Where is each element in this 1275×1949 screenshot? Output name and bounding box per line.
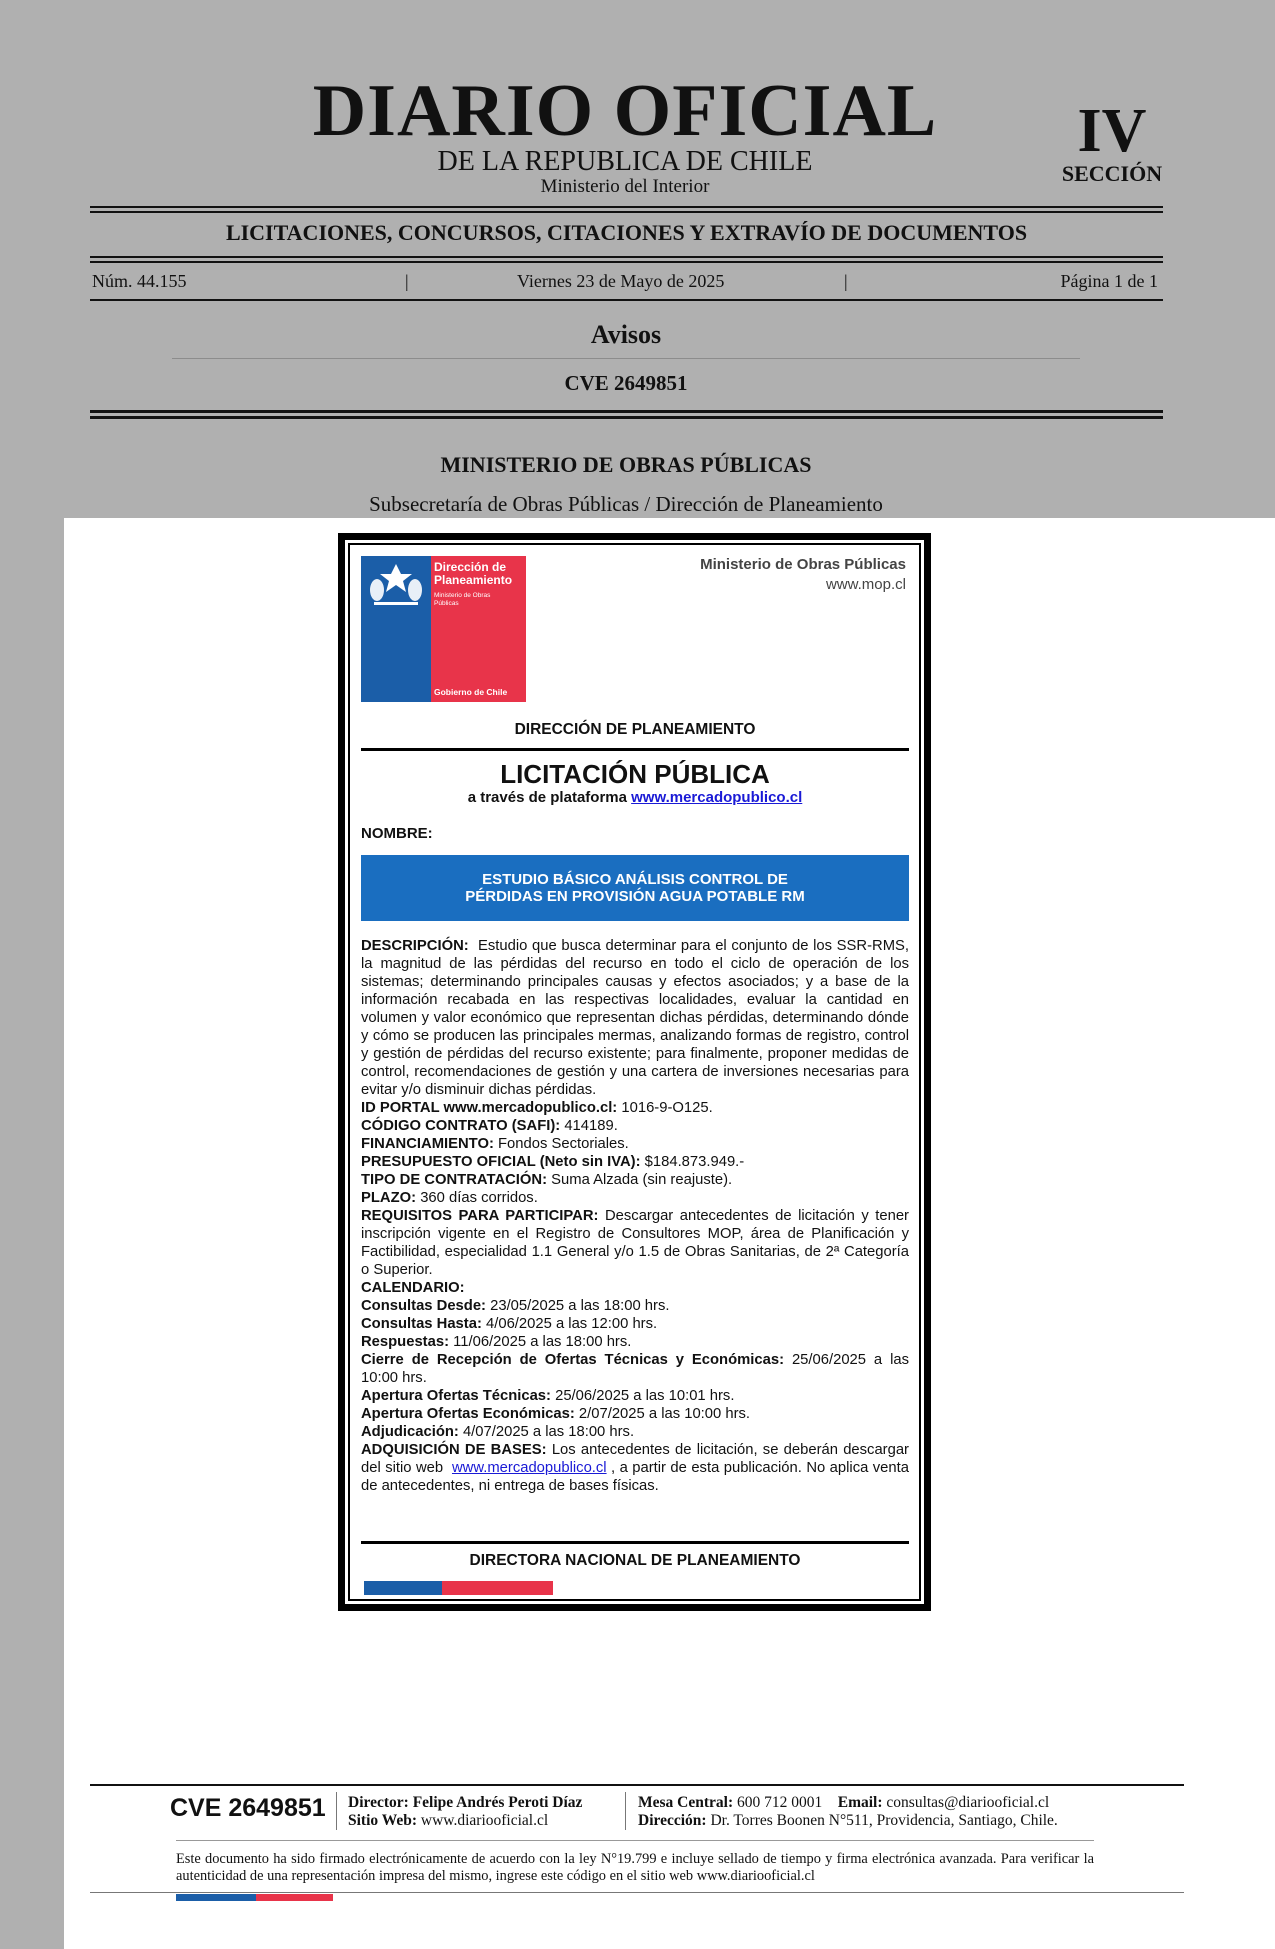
mop-website: www.mop.cl [825,576,906,593]
calendar-item: Consultas Desde: 23/05/2025 a las 18:00 hrs. [361,1298,670,1314]
mercadopublico-link[interactable]: www.mercadopublico.cl [631,789,803,806]
calendario-label: CALENDARIO: [361,1280,465,1296]
footer-director-block [348,1794,582,1830]
footer-flag-strip-red [256,1894,333,1901]
footer-phone-email: Mesa Central: 600 712 0001 Email: consultas@diariooficial.cl [638,1794,1050,1811]
mercadopublico-link[interactable]: www.mercadopublico.cl [451,1460,607,1476]
header-rule [90,256,1163,258]
calendar-item: Apertura Ofertas Técnicas: 25/06/2025 a las 10:01 hrs. [361,1388,735,1404]
cve-code: CVE 2649851 [564,371,688,395]
header-rule [90,261,1163,263]
issue-number: Núm. 44.155 [92,271,187,291]
category-rule [172,358,1080,359]
id-portal-line: ID PORTAL www.mercadopublico.cl: 1016-9-O125. [361,1100,713,1116]
requisitos-paragraph: REQUISITOS PARA PARTICIPAR: Descargar antecedentes de licitación y tener inscripción vigente en el Registro de Consultores MOP, área de Planificación y Factibilidad, especialidad 1.1 General y/o 1.5 de Obras Sanitarias, de 2ª Categoría o Superior. [361,1208,909,1278]
calendar-item: Consultas Hasta: 4/06/2025 a las 12:00 hrs. [361,1316,658,1332]
notice-department: DIRECCIÓN DE PLANEAMIENTO [514,721,756,738]
calendar-item: Cierre de Recepción de Ofertas Técnicas y Económicas: 25/06/2025 a las 10:00 hrs. [361,1352,909,1386]
notice-flag-strip-blue [364,1581,442,1595]
issue-date: Viernes 23 de Mayo de 2025 [517,271,725,291]
calendar-item: Respuestas: 11/06/2025 a las 18:00 hrs. [361,1334,632,1350]
notice-platform-line: a través de plataforma www.mercadopublico.cl [467,789,803,806]
footer-website: Sitio Web: www.diariooficial.cl [348,1812,549,1829]
calendar-item: Adjudicación: 4/07/2025 a las 18:00 hrs. [361,1424,635,1440]
logo-subtitle: Ministerio de Obras Públicas [434,592,491,607]
header-rule [90,211,1163,213]
header-rule [90,206,1163,208]
financiamiento-line: FINANCIAMIENTO: Fondos Sectoriales. [361,1136,629,1152]
footer-separator [625,1792,626,1830]
notice-flag-strip-red [442,1581,553,1595]
footer-director: Director: Felipe Andrés Peroti Díaz [348,1794,583,1811]
presupuesto-line: PRESUPUESTO OFICIAL (Neto sin IVA): $184.873.949.- [361,1154,745,1170]
footer-legal-text: Este documento ha sido firmado electrónicamente de acuerdo con la ley N°19.799 e incluye sellado de tiempo y firma electrónica avanzada. Para verificar la autenticidad de una representación impresa del mismo, ingrese este código en el sitio web www.diariooficial.cl [176,1851,1094,1884]
notice-body [361,937,909,1495]
footer-thin-rule [176,1840,1094,1841]
info-rule [90,299,1163,301]
info-separator: | [405,271,409,291]
footer-cve: CVE 2649851 [170,1794,326,1822]
logo-title: Dirección de Planeamiento [434,560,513,587]
section-title: LICITACIONES, CONCURSOS, CITACIONES Y EXTRAVÍO DE DOCUMENTOS [225,220,1028,245]
footer-flag-strip-blue [176,1894,256,1901]
notice-rule [361,1541,909,1544]
footer-contact-block [638,1794,1058,1830]
codigo-line: CÓDIGO CONTRATO (SAFI): 414189. [361,1118,618,1134]
footer-address: Dirección: Dr. Torres Boonen N°511, Providencia, Santiago, Chile. [638,1812,1058,1829]
left-margin-background [0,518,64,1949]
footer-separator [336,1792,337,1830]
page-indicator: Página 1 de 1 [1060,271,1158,291]
newspaper-ministry: Ministerio del Interior [540,176,710,197]
descripcion-paragraph: DESCRIPCIÓN: Estudio que busca determinar para el conjunto de los SSR-RMS, la magnitud de las pérdidas del recurso en todo el ciclo de operación de los sistemas; determinando principales causas y efectos asociados; y a base de la información recabada en las respectivas localidades, evaluar la cantidad en volumen y valor económico que representan dichas pérdidas, determinando dónde y cómo se producen las principales mermas, analizando formas de registro, control y gestión de pérdidas del recurso existente; para finalmente, proponer medidas de control, recomendaciones de gestión y una cartera de inversiones necesarias para evitar y/o disminuir dichas pérdidas. [361,938,909,1098]
category-heading: Avisos [590,320,662,349]
nombre-label: NOMBRE: [361,825,433,842]
tipo-line: TIPO DE CONTRATACIÓN: Suma Alzada (sin reajuste). [361,1172,733,1188]
footer-bottom-rule [90,1892,1184,1893]
plazo-line: PLAZO: 360 días corridos. [361,1190,538,1206]
footer-rule [90,1784,1184,1786]
logo-footer: Gobierno de Chile [434,687,508,697]
notice-signature: DIRECTORA NACIONAL DE PLANEAMIENTO [469,1552,801,1569]
cve-rule [90,410,1163,413]
newspaper-subtitle: DE LA REPUBLICA DE CHILE [437,146,813,177]
section-number: IV [1077,97,1147,165]
cve-rule [90,416,1163,419]
issuer-ministry: MINISTERIO DE OBRAS PÚBLICAS [440,452,812,477]
calendar-item: Apertura Ofertas Económicas: 2/07/2025 a las 10:00 hrs. [361,1406,751,1422]
section-label: SECCIÓN [1061,161,1163,186]
issuer-subsecretaria: Subsecretaría de Obras Públicas / Dirección de Planeamiento [369,492,883,516]
coat-of-arms-icon [368,560,424,608]
info-separator: | [844,271,848,291]
notice-headline: LICITACIÓN PÚBLICA [500,759,770,789]
notice-rule [361,748,909,751]
project-name-banner: ESTUDIO BÁSICO ANÁLISIS CONTROL DE PÉRDIDAS EN PROVISIÓN AGUA POTABLE RM [361,855,909,921]
newspaper-title: DIARIO OFICIAL [312,70,938,152]
adquisicion-paragraph: ADQUISICIÓN DE BASES: Los antecedentes de licitación, se deberán descargar del sitio web www.mercadopublico.cl , a partir de esta publicación. No aplica venta de antecedentes, ni entrega de bases físicas. [361,1442,909,1494]
mop-name: Ministerio de Obras Públicas [700,556,906,573]
